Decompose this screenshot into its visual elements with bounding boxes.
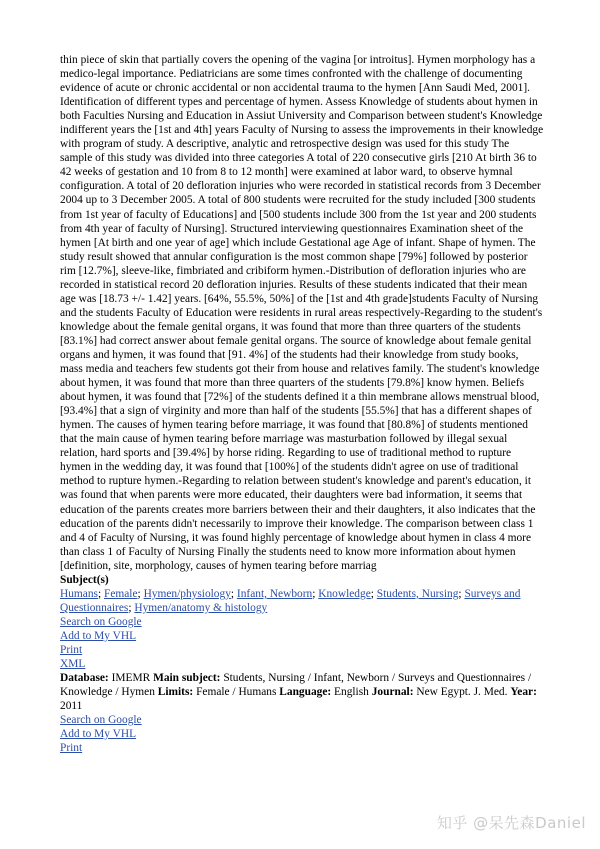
subject-link-surveys[interactable]: Surveys and Questionnaires: [60, 587, 521, 614]
record-page: [60, 53, 544, 755]
year-label: Year:: [510, 686, 537, 699]
subject-separator: ;: [97, 587, 102, 600]
subject-separator: ;: [458, 587, 462, 600]
abstract-text: thin piece of skin that partially covers the opening of the vagina [or introitus]. Hymen morphology has a medico-legal importance. Pediatricians are some times confronted with the challenge of documenting evidence of acute or chronic accidental or non accidental trauma to the hymen [Ann Saudi Med, 2001]. Identification of different types and percentage of hymen. Assess Knowledge of students about hymen in both Faculties Nursing and Education in Assiut University and Comparison between student's Knowledge indifferent years the [1st and 4th] years Faculty of Nursing to assess the improvements in their knowledge with program of study. A descriptive, analytic and retrospective design was used for this study The sample of this study was divided into three categories A total of 220 consecutive girls [210 At birth 36 to 42 weeks of gestation and 10 from 8 to 12 month] were examined at labor ward, to observe hymnal configuration. A total of 20 defloration injuries who were recorded in statistical records from 3 December 2004 up to 3 December 2005. A total of 800 students were recruited for the study included [300 students from 1st year of faculty of Educations] and [500 students include 300 from the 1st year and 200 students from 4th year of faculty of Nursing]. Structured interviewing questionnaires Examination sheet of the hymen [At birth and one year of age] which include Gestational age Age of infant. Shape of hymen. The study result showed that annular configuration is the most common shape [79%] followed by posterior rim [12.7%], sleeve-like, fimbriated and cribiform hymen.-Distribution of defloration injuries who are recorded in statistical record 20 defloration injuries. Results of these students indicated that their mean age was [18.73 +/- 1.42] years. [64%, 55.5%, 50%] of the [1st and 4th grade]students Faculty of Nursing and the students Faculty of Education were residents in rural areas respectively-Regarding to the student's knowledge about the female genital organs, it was found that more than three quarters of the students [83.1%] had correct answer about female genital organs. The source of knowledge about female genital organs and hymen, it was found that [91. 4%] of the students had their knowledge from study books, mass media and teachers few students got their from house and relatives family. The student's knowledge about hymen, it was found that more than three quarters of the students [79.8%] know hymen. Beliefs about hymen, it was found that [72%] of the students defined it a thin membrane allows menstrual blood, [93.4%] that a sign of virginity and more than half of the students [55.5%] that has a different shapes of hymen. The causes of hymen tearing before marriage, it was found that [80.8%] of students mentioned that the main cause of hymen tearing before marriage was masturbation followed by illegal sexual relation, hard sports and [39.4%] by horse riding. Regarding to use of traditional method to rupture hymen in the wedding day, it was found that [100%] of the students didn't agree on use of traditional method to rupture hymen.-Regarding to relation between student's knowledge and parent's education, it was found that when parents were more educated, their daughters were bad information, it seems that education of the parents creates more barriers between their and their daughters, it also indicates that the education of the parents didn't necessarily to improve their knowledge. The comparison between class 1 and 4 of Faculty of Nursing, it was found highly percentage of knowledge about hymen in class 4 more than class 1 of Faculty of Nursing Finally the students need to know more information about hymen [definition, site, morphology, causes of hymen tearing before marriag: [60, 54, 544, 572]
subject-separator: ;: [137, 587, 141, 600]
subject-link-female[interactable]: Female: [104, 587, 138, 600]
add-to-vhl-link[interactable]: Add to My VHL: [60, 629, 137, 642]
journal-value: New Egypt. J. Med.: [416, 686, 508, 699]
subjects-list: [60, 587, 544, 615]
subject-link-hymen-physiology[interactable]: Hymen/physiology: [143, 587, 231, 600]
year-value: 2011: [60, 700, 83, 713]
search-google-link-bottom[interactable]: Search on Google: [60, 714, 142, 727]
print-link-bottom[interactable]: Print: [60, 742, 83, 755]
add-to-vhl-link-bottom[interactable]: Add to My VHL: [60, 728, 137, 741]
subject-link-knowledge[interactable]: Knowledge: [318, 587, 371, 600]
limits-value: Female / Humans: [196, 686, 277, 699]
subject-link-hymen-anatomy[interactable]: Hymen/anatomy & histology: [134, 601, 268, 614]
record-links-top: [60, 615, 544, 671]
journal-label: Journal:: [371, 686, 414, 699]
language-value: English: [334, 686, 369, 699]
main-subject-label: Main subject:: [153, 672, 221, 685]
limits-label: Limits:: [157, 686, 194, 699]
subject-separator: ;: [370, 587, 374, 600]
record-links-bottom: [60, 713, 544, 755]
database-label: Database:: [60, 672, 109, 685]
xml-link[interactable]: XML: [60, 658, 86, 671]
subject-separator: ;: [230, 587, 235, 600]
zhihu-watermark: 知乎 @呆先森Daniel: [436, 814, 586, 832]
subject-separator: ;: [128, 601, 132, 614]
subject-link-infant-newborn[interactable]: Infant, Newborn: [236, 587, 313, 600]
subject-separator: ;: [312, 587, 316, 600]
subject-link-students-nursing[interactable]: Students, Nursing: [376, 587, 459, 600]
subject-link-humans[interactable]: Humans: [60, 587, 98, 600]
subjects-heading: Subject(s): [60, 573, 109, 586]
database-value: IMEMR: [111, 672, 151, 685]
main-subject-value: Students, Nursing / Infant, Newborn / Surveys and Questionnaires / Knowledge / Hymen: [60, 672, 532, 699]
print-link[interactable]: Print: [60, 643, 83, 656]
language-label: Language:: [279, 686, 332, 699]
search-google-link[interactable]: Search on Google: [60, 615, 142, 628]
record-metadata: [60, 671, 544, 713]
